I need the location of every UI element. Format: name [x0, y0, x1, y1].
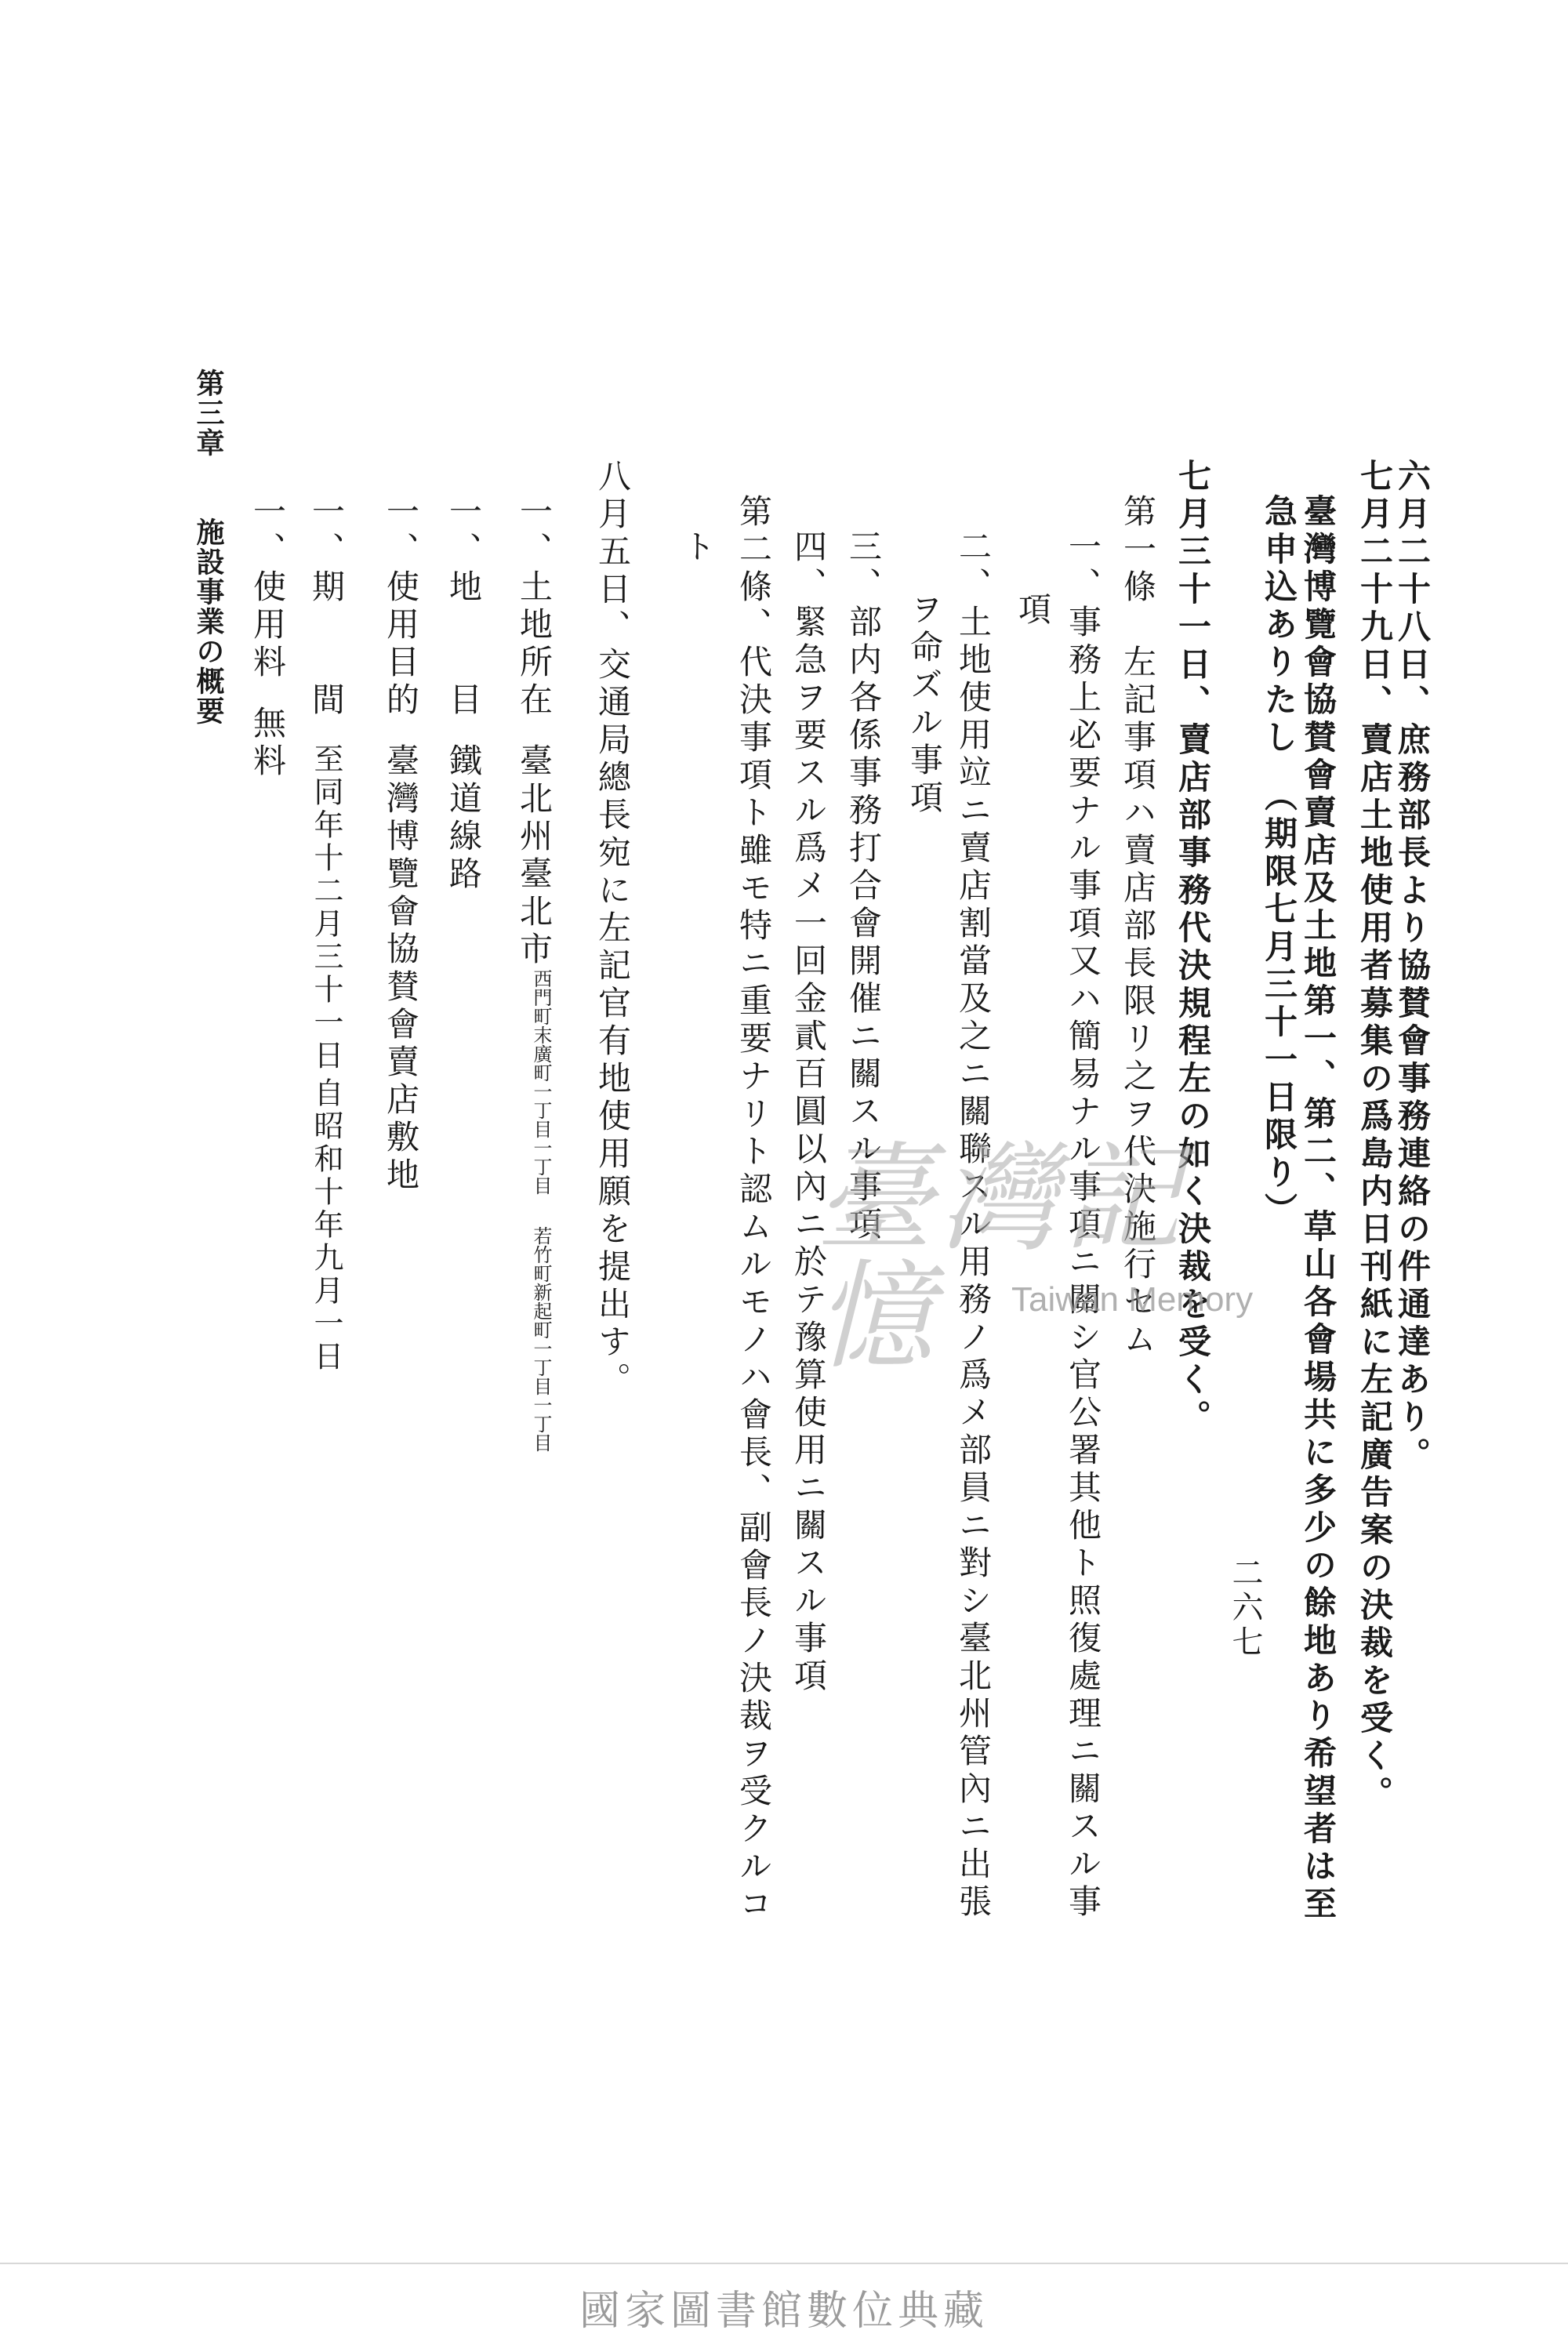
chapter-number: 第三章 — [192, 368, 225, 458]
article-1-item-3: 三、部内各係事務打合會開催ニ關スル事項 — [844, 529, 883, 1244]
land-category-row — [445, 494, 483, 894]
land-location-chome-b: 一丁目 一丁目 — [530, 1339, 552, 1452]
land-location-streets-b: 新起町 若竹町 — [530, 1226, 552, 1339]
land-period-label: 一、期 間 — [307, 494, 346, 720]
land-location-streets-a: 末廣町 西門町 — [530, 969, 552, 1082]
article-1-item-2: 二、土地使用竝ニ賣店割當及之ニ關聯スル用務ノ爲メ部員ニ對シ臺北州管內ニ出張 — [954, 529, 993, 1922]
land-purpose-value: 臺灣博覽會協賛會賣店敷地 — [382, 743, 420, 1195]
article-1: 第一條 左記事項ハ賣店部長限リ之ヲ代決施行セム — [1119, 494, 1157, 1359]
article-1-item-4: 四、緊急ヲ要スル爲メ一回金貳百圓以內ニ於テ豫算使用ニ關スル事項 — [789, 529, 828, 1696]
land-fee-row — [249, 494, 287, 781]
entry-july-31: 七月三十一日、賣店部事務代決規程左の如く決裁を受く。 — [1174, 459, 1212, 1437]
advertisement-text: 臺灣博覽會協賛會賣店及土地第一、第二、草山各會場共に多少の餘地あり希望者は至 — [1299, 494, 1338, 1924]
land-period-from: 自昭和十年九月一日 — [309, 1077, 343, 1374]
land-period-to: 至同年十二月三十一日 — [309, 743, 343, 1073]
land-category-label: 一、地 目 — [445, 494, 483, 720]
article-1-item-2-cont: ヲ命ズル事項 — [906, 592, 944, 818]
land-purpose-row — [382, 494, 420, 1195]
article-1-item-1: 一、事務上必要ナル事項又ハ簡易ナル事項ニ關シ官公署其他ト照復處理ニ關スル事 — [1064, 529, 1102, 1922]
land-period-row — [307, 494, 346, 1374]
land-fee-value: 無料 — [249, 706, 287, 781]
land-location-label: 一、土地所在 — [515, 494, 554, 720]
land-location-chome-a: 一丁目 一丁目 — [530, 1082, 552, 1195]
advertisement-deadline: 急申込ありたし （期限七月三十一日限り） — [1260, 494, 1298, 1230]
land-period-dates — [311, 743, 341, 1374]
footer-divider — [0, 2263, 1568, 2264]
footer-caption: 國家圖書館數位典藏 — [579, 2288, 989, 2335]
entry-june-28: 六月二十八日、庶務部長より協賛會事務連絡の件通達あり。 — [1393, 459, 1432, 1475]
land-category-value: 鐵道線路 — [445, 743, 483, 894]
land-fee-label: 一、使用料 — [249, 494, 287, 682]
land-location-row — [515, 494, 554, 1452]
article-1-item-1-cont: 項 — [1014, 592, 1052, 630]
watermark-logo-text: 臺灣記憶 — [815, 1131, 1188, 1385]
entry-august-5: 八月五日、交通局總長宛に左記官有地使用願を提出す。 — [593, 459, 632, 1399]
watermark — [815, 1131, 1286, 1385]
watermark-english-text: Taiwan Memory — [1011, 1280, 1254, 1319]
entry-july-29: 七月二十九日、賣店土地使用者募集の爲島内日刊紙に左記廣告案の決裁を受く。 — [1356, 459, 1394, 1813]
chapter-title: 施設事業の概要 — [192, 517, 225, 726]
land-location-prefix: 臺北州臺北市 — [515, 743, 554, 969]
article-2: 第二條、代決事項ト雖モ特ニ重要ナリト認ムルモノハ會長、副會長ノ決裁ヲ受クルコ — [735, 494, 773, 1924]
page-number: 二六七 — [1227, 1556, 1263, 1660]
article-2-cont: ト — [678, 529, 717, 567]
land-purpose-label: 一、使用目的 — [382, 494, 420, 720]
